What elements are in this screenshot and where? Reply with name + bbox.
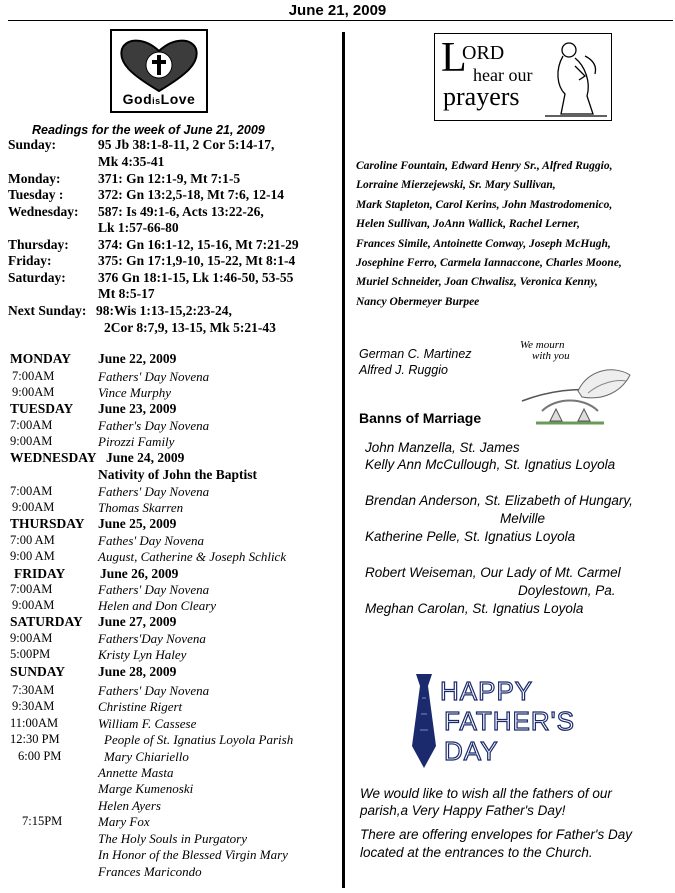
reading-monday: Monday: 371: Gn 12:1-9, Mt 7:1-5 <box>8 171 241 186</box>
bells-ribbon-icon <box>532 391 608 427</box>
date-thursday: June 25, 2009 <box>98 516 177 531</box>
column-divider <box>342 32 345 888</box>
fathers-day-message: parish,a Very Happy Father's Day! <box>360 803 566 818</box>
mass-intention: In Honor of the Blessed Virgin Mary <box>98 847 288 862</box>
mass-time: 9:00AM <box>10 631 53 645</box>
mass-time: 9:00 AM <box>10 549 55 563</box>
banns-entry: Kelly Ann McCullough, St. Ignatius Loyola <box>365 457 616 472</box>
mass-time: 7:00 AM <box>10 533 55 547</box>
day-wednesday: WEDNESDAY <box>10 450 97 465</box>
mass-time: 7:30AM <box>12 683 55 697</box>
banns-entry: Brendan Anderson, St. Elizabeth of Hungary, <box>365 493 633 508</box>
mass-time: 9:30AM <box>12 699 55 713</box>
mass-time: 12:30 PM <box>10 732 60 746</box>
bulletin-header <box>0 0 675 24</box>
banner-word-ord: ORD <box>462 42 505 64</box>
we-mourn-graphic <box>518 339 638 429</box>
day-sunday: SUNDAY <box>10 664 66 679</box>
mass-time: 11:00AM <box>10 716 59 730</box>
date-sunday: June 28, 2009 <box>98 664 177 679</box>
banns-title: Banns of Marriage <box>359 410 482 426</box>
prayer-names-line: Muriel Schneider, Joan Chwalisz, Veronica Kenny, <box>356 276 598 289</box>
mass-intention: The Holy Souls in Purgatory <box>98 831 248 846</box>
mass-time: 6:00 PM <box>18 749 62 763</box>
feast-wednesday: Nativity of John the Baptist <box>98 467 258 482</box>
prayer-names-line: Mark Stapleton, Carol Kerins, John Mastrodomenico, <box>356 198 613 211</box>
mass-intention: Fathers'Day Novena <box>98 631 206 646</box>
day-friday: FRIDAY <box>14 566 66 581</box>
reading-wednesday: Wednesday: 587: Is 49:1-6, Acts 13:22-26, <box>8 204 264 219</box>
heart-cross-icon <box>112 35 206 95</box>
banns-entry: Meghan Carolan, St. Ignatius Loyola <box>365 601 584 616</box>
reading-sunday: Sunday: 95 Jb 38:1-8-11, 2 Cor 5:14-17, <box>8 137 275 152</box>
mass-intention: Frances Maricondo <box>98 864 202 879</box>
mass-intention: Helen and Don Cleary <box>98 598 217 613</box>
reading-tuesday: Tuesday : 372: Gn 13:2,5-18, Mt 7:6, 12-14 <box>8 187 284 202</box>
readings-title: Readings for the week of June 21, 2009 <box>32 123 265 137</box>
mass-time: 9:00AM <box>12 598 55 612</box>
mass-intention: Christine Rigert <box>98 699 183 714</box>
prayer-names-line: Lorraine Mierzejewski, Sr. Mary Sullivan, <box>356 179 556 192</box>
date-saturday: June 27, 2009 <box>98 614 177 629</box>
banner-letter-l: L <box>441 35 467 81</box>
mass-intention: People of St. Ignatius Loyola Parish <box>104 732 294 747</box>
mass-intention: William F. Cassese <box>98 716 197 731</box>
hfd-line-2: FATHER'S <box>444 706 575 736</box>
mass-intention: Vince Murphy <box>98 385 172 400</box>
mass-time: 7:00AM <box>10 582 53 596</box>
mass-intention: Fathers' Day Novena <box>98 582 210 597</box>
logo-text: GodisLove <box>122 91 196 107</box>
mass-intention: Fathes' Day Novena <box>98 533 205 548</box>
banner-prayers: prayers <box>443 82 520 111</box>
day-thursday: THURSDAY <box>10 516 85 531</box>
mass-time: 7:00AM <box>10 418 53 432</box>
mass-time: 7:00AM <box>10 484 53 498</box>
mourn-caption: with you <box>532 350 570 362</box>
mass-time: 7:00AM <box>12 369 55 383</box>
day-tuesday: TUESDAY <box>10 401 74 416</box>
mass-intention: Annette Masta <box>98 765 174 780</box>
prayer-list <box>356 157 668 312</box>
reading-sunday-cont: Mk 4:35-41 <box>98 154 165 169</box>
mass-time: 5:00PM <box>10 647 51 661</box>
mass-intention: Thomas Skarren <box>98 500 184 515</box>
necktie-icon <box>410 674 438 770</box>
mass-intention: Marge Kumenoski <box>98 781 194 796</box>
date-friday: June 26, 2009 <box>100 566 179 581</box>
date-monday: June 22, 2009 <box>98 351 177 366</box>
reading-next-sunday: Next Sunday: 98:Wis 1:13-15,2:23-24, <box>8 303 232 318</box>
banns-entry: John Manzella, St. James <box>365 440 520 455</box>
banns-entry: Robert Weiseman, Our Lady of Mt. Carmel <box>365 565 621 580</box>
prayer-names-line: Caroline Fountain, Edward Henry Sr., Alfred Ruggio, <box>356 160 613 172</box>
envelopes-notice: located at the entrances to the Church. <box>360 845 593 860</box>
reading-saturday: Saturday: 376 Gn 18:1-15, Lk 1:46-50, 53-55 <box>8 270 294 285</box>
header-rule <box>8 20 673 21</box>
mass-intention: August, Catherine & Joseph Schlick <box>98 549 287 564</box>
god-is-love-logo <box>110 29 208 113</box>
day-monday: MONDAY <box>10 351 72 366</box>
happy-fathers-day-graphic <box>410 674 600 772</box>
prayer-names-line: Helen Sullivan, JoAnn Wallick, Rachel Lerner, <box>356 218 580 231</box>
date-tuesday: June 23, 2009 <box>98 401 177 416</box>
reading-next-sunday-cont: 2Cor 8:7,9, 13-15, Mk 5:21-43 <box>104 320 276 335</box>
reading-thursday: Thursday: 374: Gn 16:1-12, 15-16, Mt 7:21-29 <box>8 237 299 252</box>
mass-intention: Mary Chiariello <box>104 749 189 764</box>
reading-wednesday-cont: Lk 1:57-66-80 <box>98 220 179 235</box>
envelopes-notice: There are offering envelopes for Father's Day <box>360 827 632 842</box>
lord-hear-our-prayers-banner <box>434 33 612 121</box>
fathers-day-message: We would like to wish all the fathers of our <box>360 786 612 801</box>
prayer-names-line: Nancy Obermeyer Burpee <box>356 295 480 308</box>
mass-intention: Kristy Lyn Haley <box>98 647 187 662</box>
mass-intention: Pirozzi Family <box>98 434 175 449</box>
mass-intention: Mary Fox <box>98 814 150 829</box>
banns-entry: Katherine Pelle, St. Ignatius Loyola <box>365 529 576 544</box>
reading-saturday-cont: Mt 8:5-17 <box>98 286 155 301</box>
date-wednesday: June 24, 2009 <box>106 450 185 465</box>
banns-entry-cont: Melville <box>500 511 546 526</box>
mass-time: 9:00AM <box>12 500 55 514</box>
hfd-line-3: DAY <box>444 736 499 766</box>
mass-time: 9:00AM <box>12 385 55 399</box>
prayer-names-line: Frances Simile, Antoinette Conway, Joseph McHugh, <box>356 237 611 250</box>
day-saturday: SATURDAY <box>10 614 83 629</box>
mass-time: 9:00AM <box>10 434 53 448</box>
mass-intention: Fathers' Day Novena <box>98 683 210 698</box>
banner-hear-our: hear our <box>473 65 533 85</box>
mass-time: 7:15PM <box>22 814 63 828</box>
mass-intention: Father's Day Novena <box>98 418 210 433</box>
mass-intention: Fathers' Day Novena <box>98 369 210 384</box>
reading-friday: Friday: 375: Gn 17:1,9-10, 15-22, Mt 8:1-4 <box>8 253 296 268</box>
hfd-line-1: HAPPY <box>440 676 534 706</box>
mass-intention: Fathers' Day Novena <box>98 484 210 499</box>
bulletin-date: June 21, 2009 <box>288 2 387 19</box>
banns-entry-cont: Doylestown, Pa. <box>518 583 616 598</box>
mourn-name: Alfred J. Ruggio <box>359 363 448 377</box>
mourn-caption: We mourn <box>520 339 565 351</box>
prayer-names-line: Josephine Ferro, Carmela Iannaccone, Charles Moone, <box>356 257 622 270</box>
mourn-name: German C. Martinez <box>359 347 472 361</box>
praying-figure-icon <box>541 36 611 120</box>
mass-intention: Helen Ayers <box>98 798 161 813</box>
